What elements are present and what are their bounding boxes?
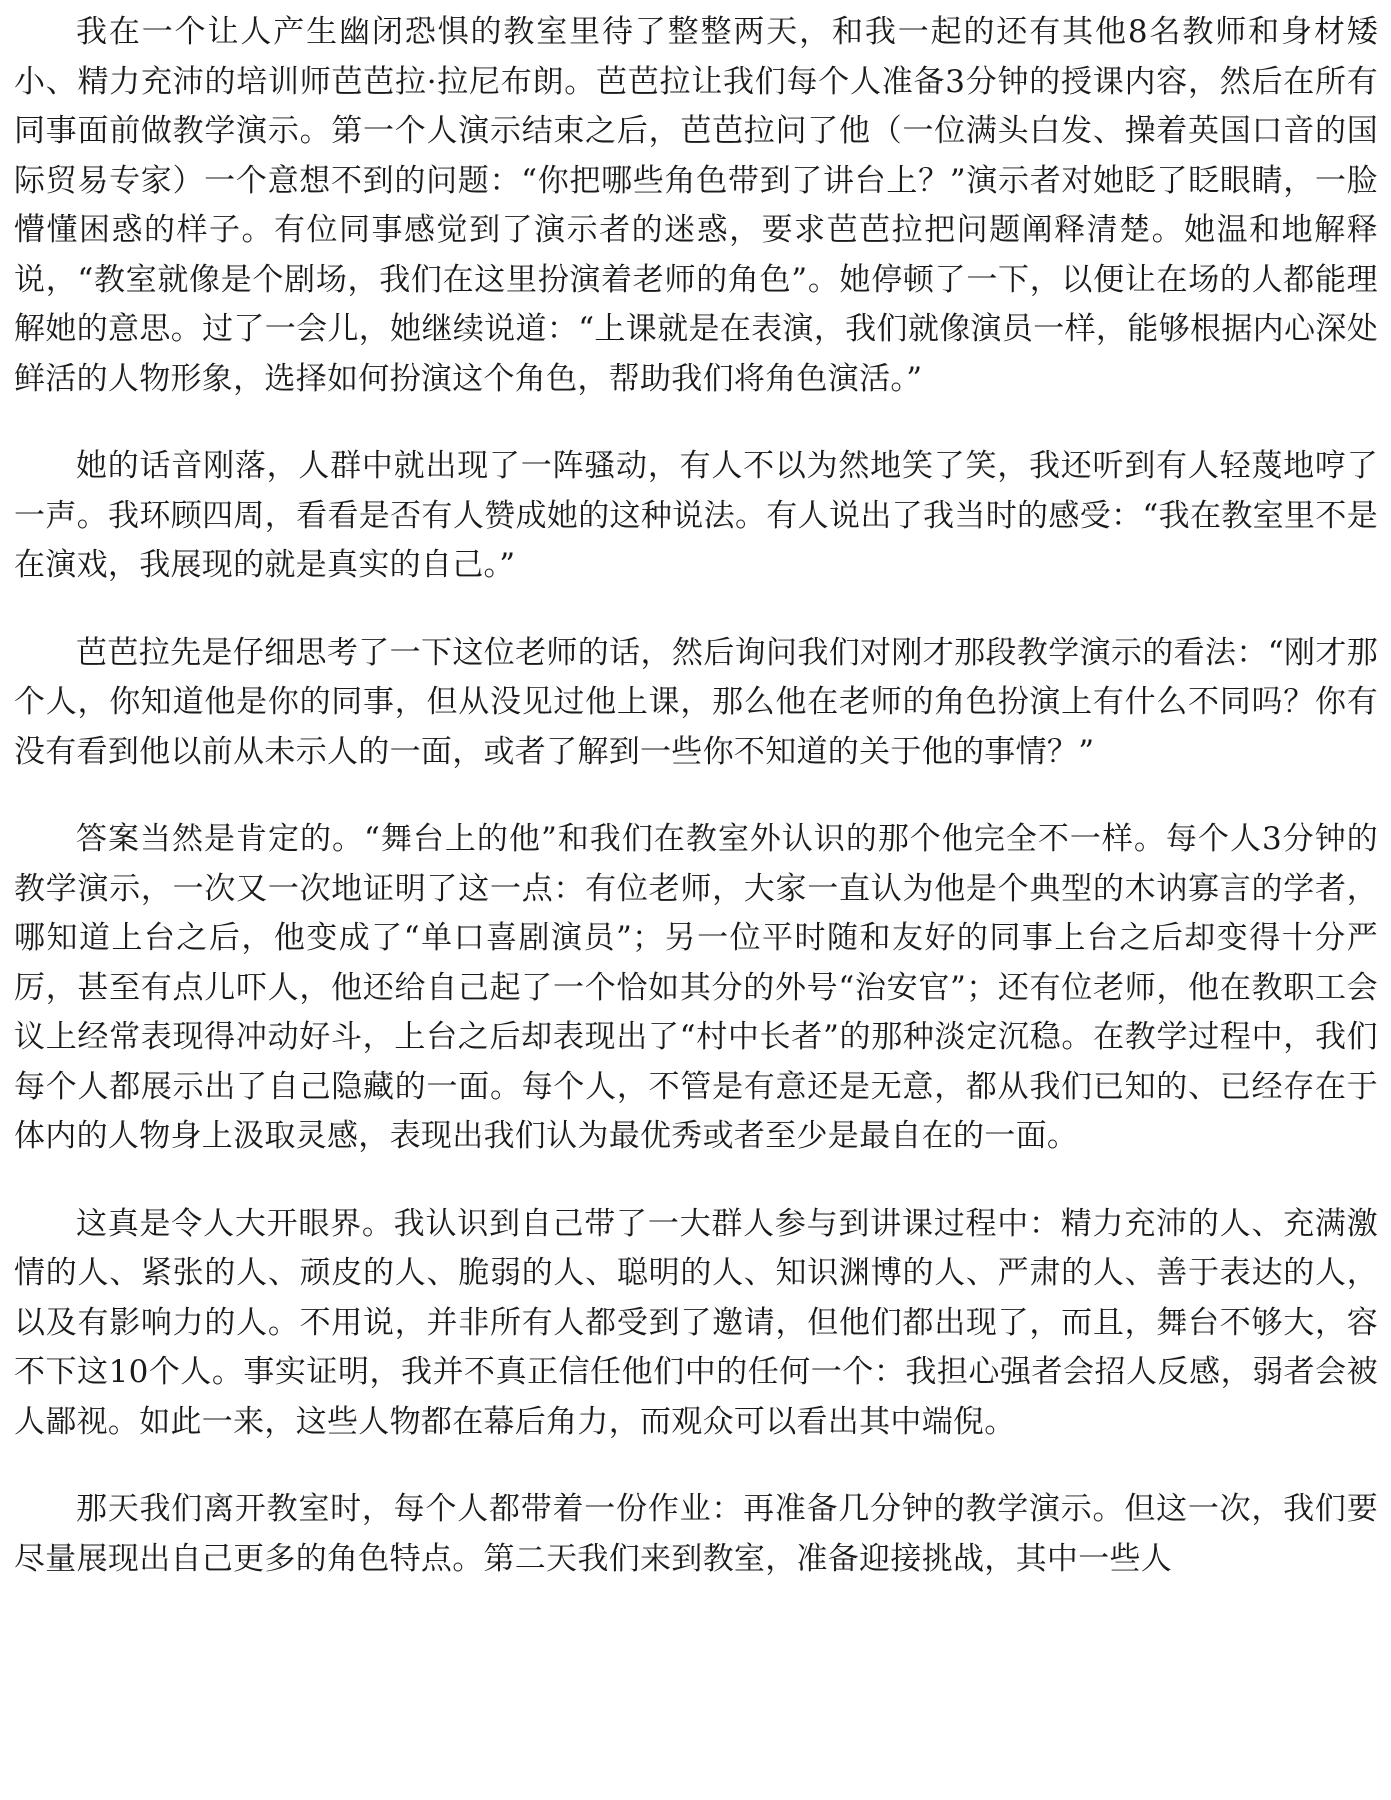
paragraph-4: 答案当然是肯定的。“舞台上的他”和我们在教室外认识的那个他完全不一样。每个人3分钟的教学演示，一次又一次地证明了这一点：有位老师，大家一直认为他是个典型的木讷寡言的学者，哪知道上台之后，他变成了“单口喜剧演员”；另一位平时随和友好的同事上台之后却变得十分严厉，甚至有点儿吓人，他还给自己起了一个恰如其分的外号“治安官”；还有位老师，他在教职工会议上经常表现得冲动好斗，上台之后却表现出了“村中长者”的那种淡定沉稳。在教学过程中，我们每个人都展示出了自己隐藏的一面。每个人，不管是有意还是无意，都从我们已知的、已经存在于体内的人物身上汲取灵感，表现出我们认为最优秀或者至少是最自在的一面。 bbox=[14, 821, 1378, 1154]
paragraph-5: 这真是令人大开眼界。我认识到自己带了一大群人参与到讲课过程中：精力充沛的人、充满激情的人、紧张的人、顽皮的人、脆弱的人、聪明的人、知识渊博的人、严肃的人、善于表达的人，以及有影响力的人。不用说，并非所有人都受到了邀请，但他们都出现了，而且，舞台不够大，容不下这10个人。事实证明，我并不真正信任他们中的任何一个：我担心强者会招人反感，弱者会被人鄙视。如此一来，这些人物都在幕后角力，而观众可以看出其中端倪。 bbox=[14, 1205, 1378, 1440]
paragraph-gap bbox=[14, 1447, 1378, 1485]
paragraph-2: 她的话音刚落，人群中就出现了一阵骚动，有人不以为然地笑了笑，我还听到有人轻蔑地哼了一声。我环顾四周，看看是否有人赞成她的这种说法。有人说出了我当时的感受：“我在教室里不是在演戏，我展现的就是真实的自己。” bbox=[14, 448, 1378, 583]
paragraph-gap bbox=[14, 404, 1378, 442]
paragraph-6: 那天我们离开教室时，每个人都带着一份作业：再准备几分钟的教学演示。但这一次，我们要尽量展现出自己更多的角色特点。第二天我们来到教室，准备迎接挑战，其中一些人 bbox=[14, 1491, 1378, 1577]
document-page bbox=[14, 8, 1378, 1584]
paragraph-1: 我在一个让人产生幽闭恐惧的教室里待了整整两天，和我一起的还有其他8名教师和身材矮小、精力充沛的培训师芭芭拉·拉尼布朗。芭芭拉让我们每个人准备3分钟的授课内容，然后在所有同事面前做教学演示。第一个人演示结束之后，芭芭拉问了他（一位满头白发、操着英国口音的国际贸易专家）一个意想不到的问题：“你把哪些角色带到了讲台上？”演示者对她眨了眨眼睛，一脸懵懂困惑的样子。有位同事感觉到了演示者的迷惑，要求芭芭拉把问题阐释清楚。她温和地解释说，“教室就像是个剧场，我们在这里扮演着老师的角色”。她停顿了一下，以便让在场的人都能理解她的意思。过了一会儿，她继续说道：“上课就是在表演，我们就像演员一样，能够根据内心深处鲜活的人物形象，选择如何扮演这个角色，帮助我们将角色演活。” bbox=[14, 14, 1378, 397]
paragraph-3: 芭芭拉先是仔细思考了一下这位老师的话，然后询问我们对刚才那段教学演示的看法：“刚才那个人，你知道他是你的同事，但从没见过他上课，那么他在老师的角色扮演上有什么不同吗？你有没有看到他以前从未示人的一面，或者了解到一些你不知道的关于他的事情？” bbox=[14, 634, 1378, 770]
paragraph-gap bbox=[14, 591, 1378, 629]
paragraph-gap bbox=[14, 777, 1378, 815]
paragraph-gap bbox=[14, 1162, 1378, 1200]
